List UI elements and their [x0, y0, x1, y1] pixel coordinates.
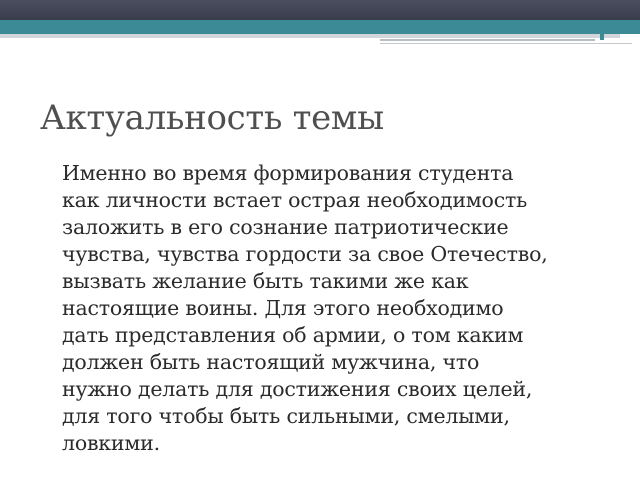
- header-dark-band: [0, 0, 640, 20]
- decorative-line: [380, 43, 632, 44]
- paragraph-line: должен быть настоящий мужчина, что: [62, 350, 480, 374]
- paragraph-line: заложить в его сознание патриотические: [62, 215, 509, 239]
- paragraph-line: вызвать желание быть такими же как: [62, 269, 469, 293]
- paragraph-line: для того чтобы быть сильными, смелыми,: [62, 404, 510, 428]
- paragraph-line: чувства, чувства гордости за свое Отечество,: [62, 242, 548, 266]
- slide-body-paragraph: [62, 160, 622, 457]
- slide-title: Актуальность темы: [40, 98, 384, 138]
- header-decorative-lines: [0, 34, 640, 46]
- paragraph-line: настоящие воины. Для этого необходимо: [62, 296, 504, 320]
- paragraph-line: дать представления об армии, о том каким: [62, 323, 524, 347]
- header-teal-band: [0, 20, 640, 34]
- paragraph-line: ловкими.: [62, 431, 160, 455]
- decorative-marker: [600, 34, 604, 40]
- paragraph-line: как личности встает острая необходимость: [62, 188, 528, 212]
- paragraph-line: нужно делать для достижения своих целей,: [62, 377, 533, 401]
- decorative-line: [380, 39, 595, 41]
- decorative-line: [0, 34, 620, 38]
- paragraph-line: Именно во время формирования студента: [62, 161, 514, 185]
